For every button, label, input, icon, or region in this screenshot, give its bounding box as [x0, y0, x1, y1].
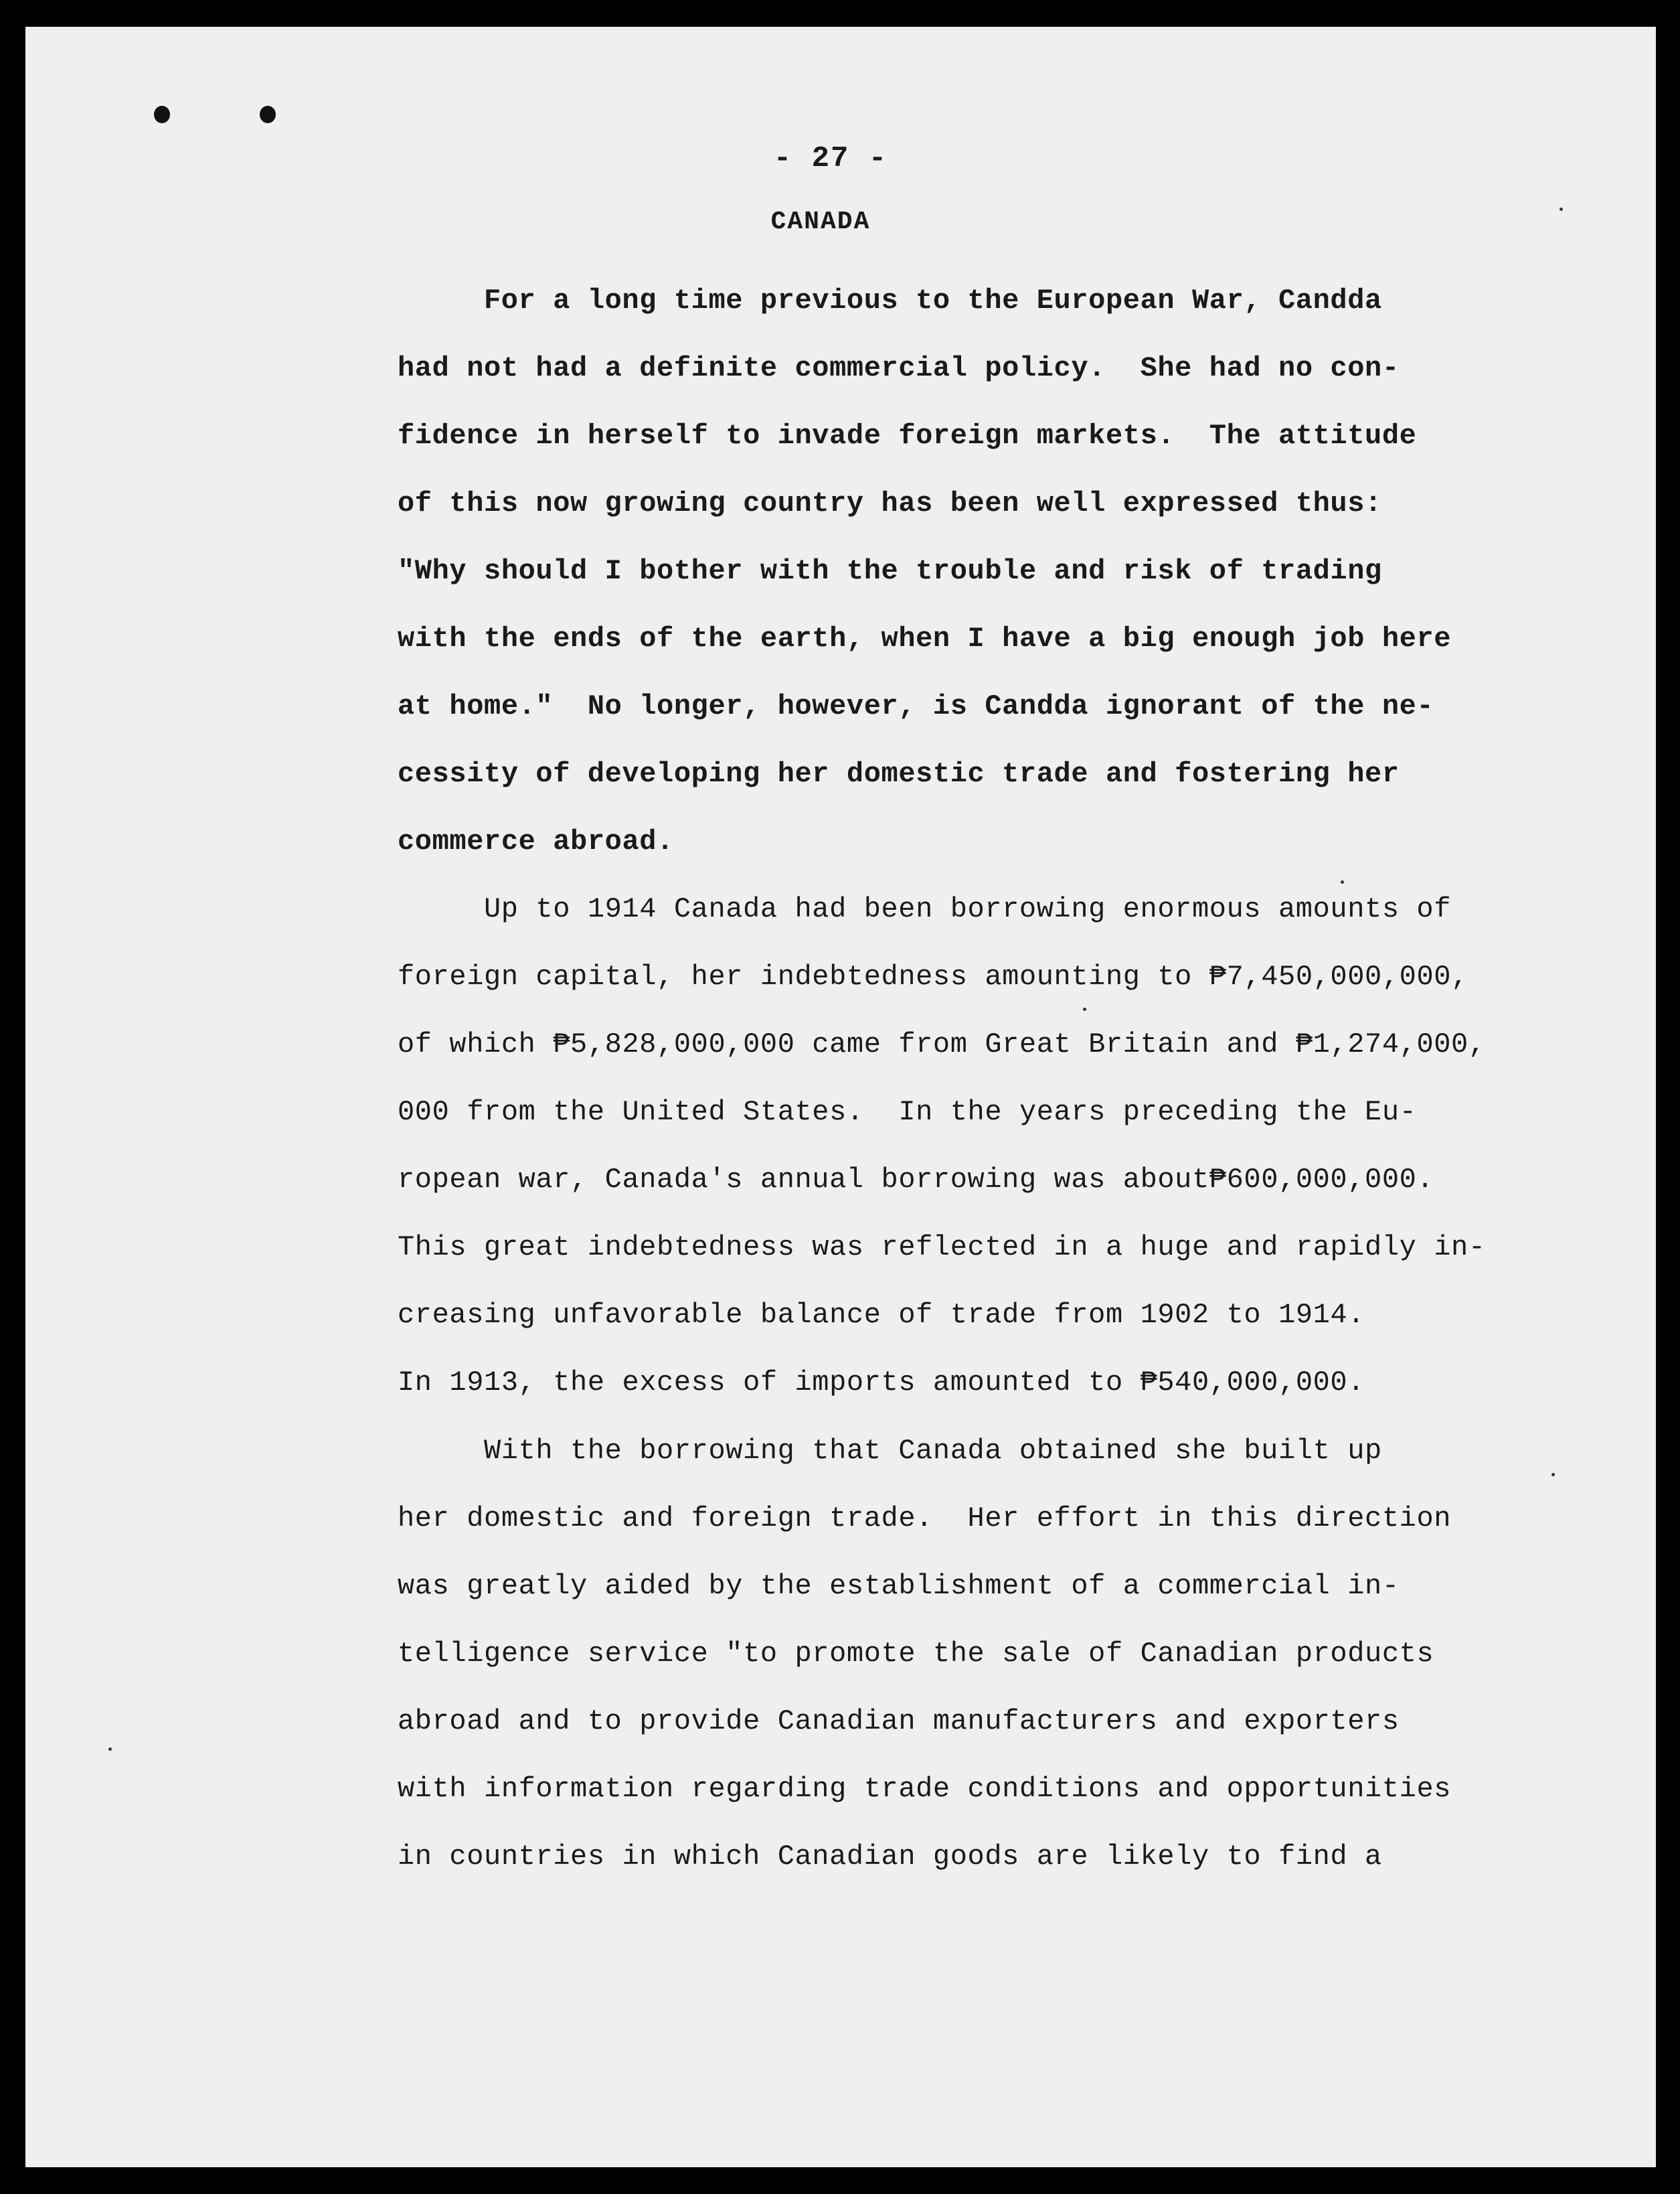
text-line: was greatly aided by the establishment of a commercial in-	[398, 1570, 1400, 1602]
text-line: fidence in herself to invade foreign markets. The attitude	[398, 420, 1417, 452]
text-line: ropean war, Canada's annual borrowing was about₱600,000,000.	[398, 1164, 1434, 1196]
text-line: 000 from the United States. In the years preceding the Eu-	[398, 1096, 1417, 1128]
text-line: of this now growing country has been well expressed thus:	[398, 487, 1382, 520]
text-line: at home." No longer, however, is Candda ignorant of the ne-	[398, 690, 1434, 722]
text-line: in countries in which Canadian goods are likely to find a	[398, 1840, 1382, 1873]
section-heading: CANADA	[770, 208, 871, 236]
text-line: commerce abroad.	[398, 826, 674, 858]
text-line: creasing unfavorable balance of trade from 1902 to 1914.	[398, 1299, 1365, 1331]
text-line: telligence service "to promote the sale of Canadian products	[398, 1638, 1434, 1670]
page-number: - 27 -	[773, 142, 888, 175]
text-line: with information regarding trade conditions and opportunities	[398, 1773, 1452, 1805]
text-line: This great indebtedness was reflected in a huge and rapidly in-	[398, 1231, 1486, 1263]
text-line: her domestic and foreign trade. Her effort in this direction	[398, 1502, 1452, 1535]
text-line: In 1913, the excess of imports amounted to ₱540,000,000.	[398, 1366, 1365, 1399]
text-line: cessity of developing her domestic trade and fostering her	[398, 758, 1400, 790]
text-line: Up to 1914 Canada had been borrowing enormous amounts of	[484, 893, 1452, 925]
text-line: "Why should I bother with the trouble and risk of trading	[398, 555, 1382, 587]
text-line: With the borrowing that Canada obtained she built up	[484, 1435, 1382, 1467]
text-line: had not had a definite commercial policy. She had no con-	[398, 352, 1400, 384]
text-line: with the ends of the earth, when I have a big enough job here	[398, 623, 1452, 655]
text-line: foreign capital, her indebtedness amounting to ₱7,450,000,000,	[398, 961, 1468, 993]
document-page	[25, 27, 1656, 2167]
text-line: abroad and to provide Canadian manufacturers and exporters	[398, 1705, 1400, 1737]
text-line: For a long time previous to the European War, Candda	[484, 285, 1382, 317]
document-text	[25, 27, 1656, 2167]
text-line: of which ₱5,828,000,000 came from Great Britain and ₱1,274,000,	[398, 1028, 1486, 1061]
